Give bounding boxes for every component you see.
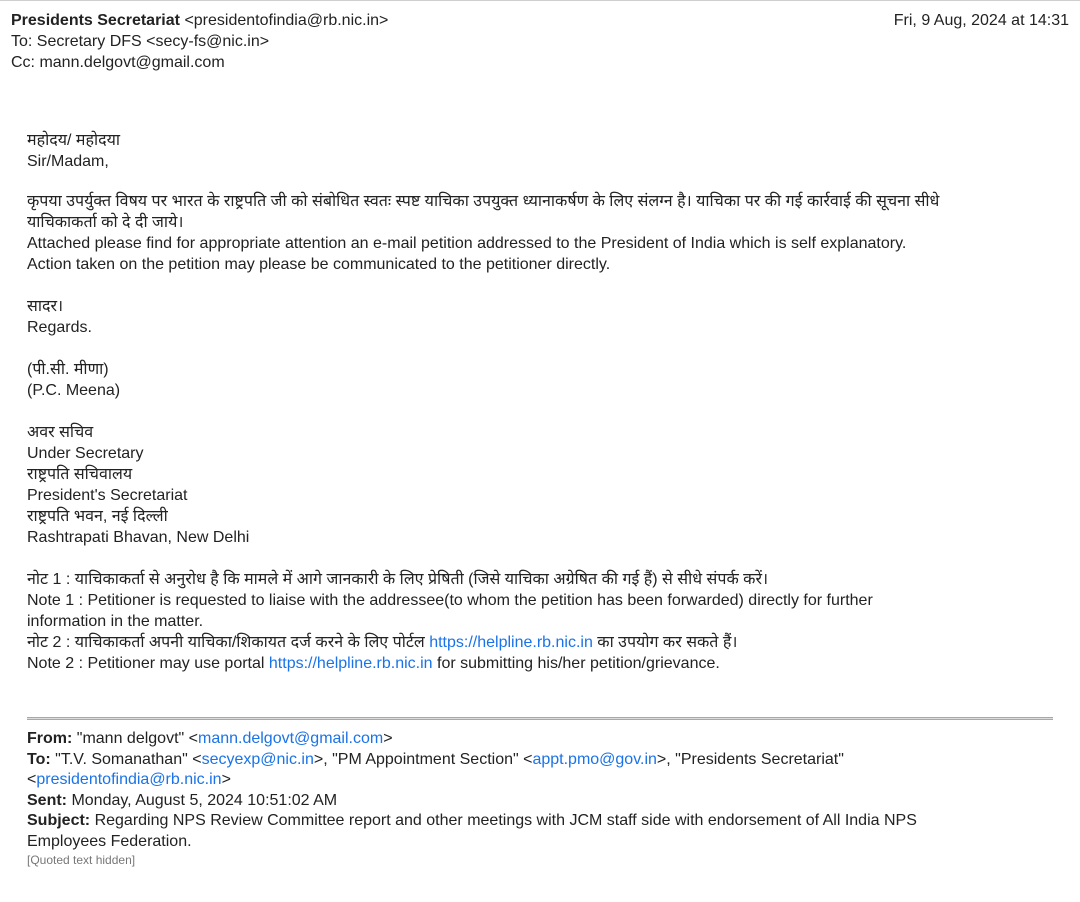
para-english-line-1: Attached please find for appropriate attention an e-mail petition addressed to the President of India which is self explanatory.	[27, 235, 907, 252]
note-2-hindi-suffix: का उपयोग कर सकते हैं।	[592, 634, 738, 651]
from-label: From:	[27, 730, 73, 747]
note-1-hindi: नोट 1 : याचिकाकर्ता से अनुरोध है कि मामले में आगे जानकारी के लिए प्रेषिती (जिसे याचिका अग्रेषित की गई हैं) से सीधे संपर्क करें।	[27, 571, 769, 588]
office-hindi: राष्ट्रपति सचिवालय	[27, 466, 133, 483]
note-2-hindi	[27, 632, 1027, 653]
regards-hindi: सादर।	[27, 298, 64, 315]
subject-label: Subject:	[27, 812, 91, 829]
para-hindi-line-1: कृपया उपर्युक्त विषय पर भारत के राष्ट्रपति जी को संबोधित स्वतः स्पष्ट याचिका उपयुक्त ध्यानाकर्षण के लिए संलग्न है। याचिका पर की गई कार्रवाई की सूचना सीधे	[27, 193, 940, 210]
designation-english: Under Secretary	[27, 445, 144, 462]
sender-row	[11, 10, 1069, 31]
helpline-link[interactable]: https://helpline.rb.nic.in	[268, 655, 433, 672]
subject-line-1: Regarding NPS Review Committee report and other meetings with JCM staff side with endorsement of All India NPS	[90, 812, 917, 829]
salutation-hindi: महोदय/ महोदया	[27, 132, 121, 149]
to-line: To: Secretary DFS <secy-fs@nic.in>	[11, 33, 270, 50]
from-name: "mann delgovt" <	[72, 730, 198, 747]
office-english: President's Secretariat	[27, 487, 188, 504]
to-label: To:	[27, 750, 51, 768]
to-part-2: >, "PM Appointment Section" <	[313, 750, 533, 768]
salutation-english: Sir/Madam,	[27, 153, 109, 170]
to-part-1: "T.V. Somanathan" <	[50, 750, 202, 768]
helpline-link[interactable]: https://helpline.rb.nic.in	[429, 634, 593, 651]
signer-hindi: (पी.सी. मीणा)	[27, 361, 109, 378]
note-2-english-prefix: Note 2 : Petitioner may use portal	[27, 655, 269, 672]
from-close: >	[383, 730, 393, 747]
to-email-link-1[interactable]: secyexp@nic.in	[201, 750, 314, 768]
quoted-to	[27, 750, 1037, 771]
place-english: Rashtrapati Bhavan, New Delhi	[27, 529, 250, 546]
note-1-english-line-1: Note 1 : Petitioner is requested to liaise with the addressee(to whom the petition has been forwarded) directly for further	[27, 592, 873, 609]
quoted-sent	[27, 791, 1037, 812]
to-part-5: >	[221, 771, 231, 788]
sender	[11, 10, 388, 31]
regards-english: Regards.	[27, 319, 92, 336]
quoted-text-hidden[interactable]: [Quoted text hidden]	[27, 853, 136, 867]
note-2-english-suffix: for submitting his/her petition/grievance.	[432, 655, 720, 672]
quote-divider	[27, 717, 1053, 720]
sent-value: Monday, August 5, 2024 10:51:02 AM	[67, 791, 338, 809]
to-part-3: >, "Presidents Secretariat"	[656, 750, 844, 768]
message-header	[11, 10, 1069, 73]
para-english-line-2: Action taken on the petition may please be communicated to the petitioner directly.	[27, 256, 611, 273]
top-divider	[0, 0, 1080, 1]
note-2-english	[27, 653, 1027, 674]
from-email-link[interactable]: mann.delgovt@gmail.com	[197, 730, 384, 747]
quoted-from	[27, 729, 1037, 750]
note-1-english-line-2: information in the matter.	[27, 613, 204, 630]
quoted-to-cont	[27, 770, 1037, 791]
para-hindi-line-2: याचिकाकर्ता को दे दी जाये।	[27, 214, 184, 231]
quoted-header	[27, 729, 1037, 868]
message-date: Fri, 9 Aug, 2024 at 14:31	[893, 12, 1069, 29]
cc-line: Cc: mann.delgovt@gmail.com	[11, 54, 225, 71]
designation-hindi: अवर सचिव	[27, 424, 94, 441]
quoted-subject	[27, 811, 1037, 832]
sender-email[interactable]: <presidentofindia@rb.nic.in>	[184, 12, 389, 29]
to-email-link-2[interactable]: appt.pmo@gov.in	[532, 750, 657, 768]
sent-label: Sent:	[27, 791, 67, 809]
note-2-hindi-prefix: नोट 2 : याचिकाकर्ता अपनी याचिका/शिकायत दर्ज करने के लिए पोर्टल	[27, 634, 430, 651]
place-hindi: राष्ट्रपति भवन, नई दिल्ली	[27, 508, 168, 525]
quoted-subject-cont: Employees Federation.	[27, 832, 192, 850]
message-body	[27, 130, 1027, 674]
to-email-link-3[interactable]: presidentofindia@rb.nic.in	[36, 771, 222, 788]
sender-name: Presidents Secretariat	[11, 12, 180, 29]
signer-english: (P.C. Meena)	[27, 382, 121, 399]
to-part-4: <	[27, 771, 37, 788]
